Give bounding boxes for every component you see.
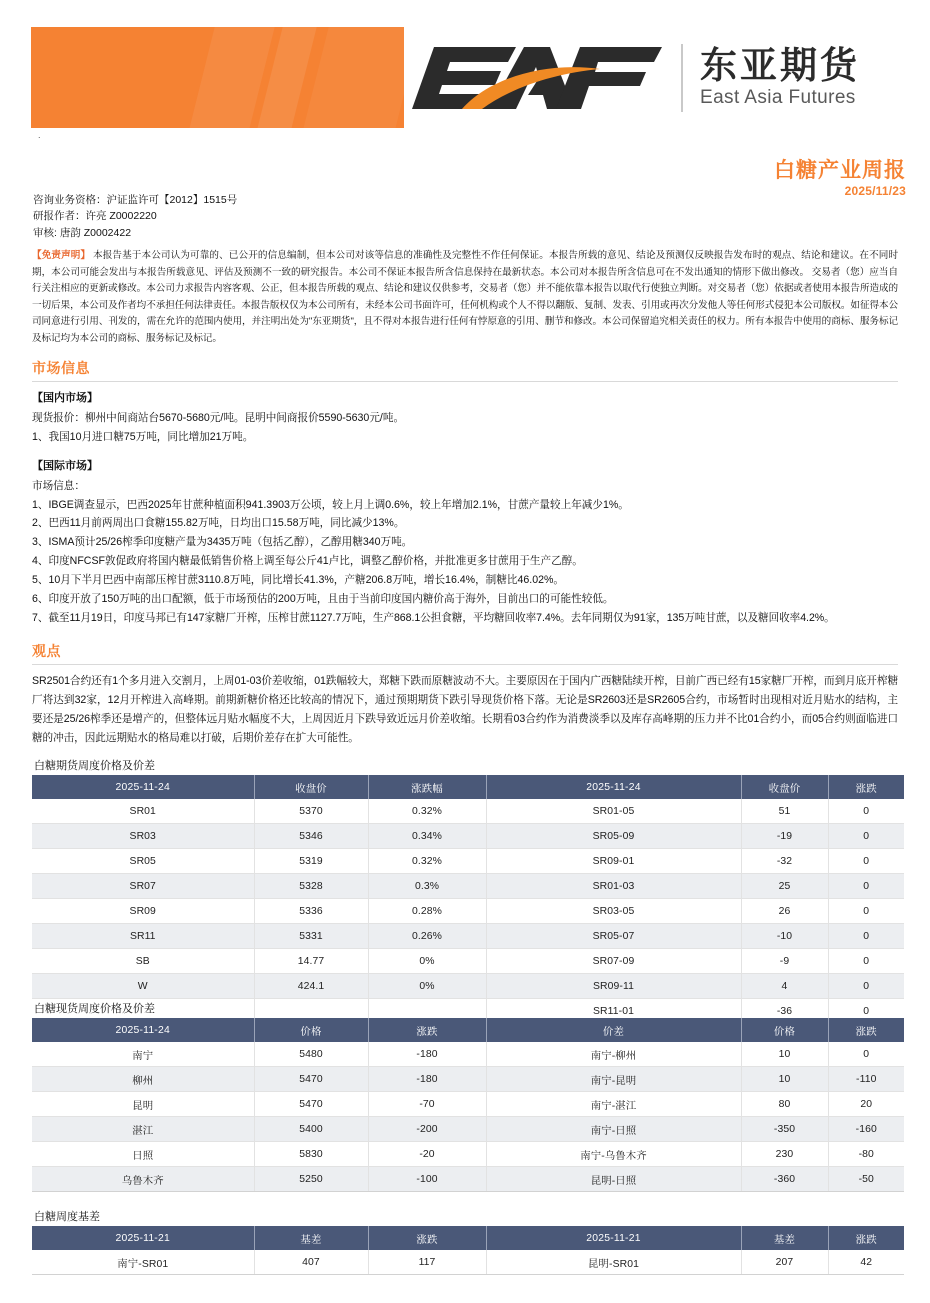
table-header-row: [32, 775, 904, 799]
spot-table-caption: 白糖现货周度价格及价差: [34, 1002, 155, 1015]
cell: SB: [32, 949, 254, 974]
cell: SR09: [32, 899, 254, 924]
cell: 10: [741, 1042, 828, 1067]
table-row: [32, 1250, 904, 1275]
cell: 乌鲁木齐: [32, 1167, 254, 1192]
cell: 25: [741, 874, 828, 899]
cell: 51: [741, 799, 828, 824]
viewpoint-text: SR2501合约还有1个多月进入交割月，上周01-03价差收缩，01跌幅较大，郑糖下跌而原糖波动不大。主要原因在于国内广西糖陆续开榨，目前广西已经有15家糖厂开榨，而到月底开榨糖厂将达到32家，12月开榨进入高峰期。前期新糖价格还比较高的情况下，通过预期期货下跌引导现货价格下落。无论是SR2603还是SR2605合约，市场暂时出现相对近月贴水的结构，主要还是25/26榨季还是增产的，但整体远月贴水幅度不大，上周因近月下跌导致近远月价差收缩。长期看03合约作为消费淡季以及库存高峰期的压力并不比01合约小，而05合约则面临进口糖的冲击，因此远期贴水的格局难以打破，后期价差存在扩大可能性。: [32, 675, 898, 744]
international-line: 2、巴西11月前两周出口食糖155.82万吨，日均出口15.58万吨，同比减少13%。: [32, 517, 405, 530]
cell: SR03: [32, 824, 254, 849]
cell: 0.32%: [368, 799, 486, 824]
table-row: [32, 799, 904, 824]
column-header: 2025-11-21: [32, 1226, 254, 1250]
table-header-row: [32, 1226, 904, 1250]
table-row: [32, 1067, 904, 1092]
cell: 0: [828, 1042, 904, 1067]
cell: -160: [828, 1117, 904, 1142]
table-row: [32, 1092, 904, 1117]
column-header: 涨跌: [828, 775, 904, 799]
disclaimer-text: 本报告基于本公司认为可靠的、已公开的信息编制，但本公司对该等信息的准确性及完整性不作任何保证。本报告所载的意见、结论及预测仅反映报告发布时的观点、结论和建议。在不同时期，本公司可能会发出与本报告所载意见、评估及预测不一致的研究报告。本公司不保证本报告所含信息保持在最新状态。本公司对本报告所含信息可在不发出通知的情形下做出修改。 交易者（您）应当自行关注相应的更新或修改。本公司力求报告内容客观、公正，但本报告所载的观点、结论和建议仅供参考，交易者（您）并不能依靠本报告以取代行使独立判断。对交易者（您）依据或者使用本报告所造成的一切后果，本公司及作者均不承担任何法律责任。本报告版权仅为本公司所有，未经本公司书面许可，任何机构或个人不得以翻版、复制、发表、引用或再次分发他人等任何形式侵犯本公司版权。如征得本公司同意进行引用、刊发的，需在允许的范围内使用，并注明出处为"东亚期货"，且不得对本报告进行任何有悖原意的引用、删节和修改。本公司保留追究相关责任的权力。所有本报告中使用的商标、服务标记及标记均为本公司的商标、服务标记及标记。: [32, 250, 899, 344]
cell: -36: [741, 999, 828, 1024]
domestic-line: 现货报价：柳州中间商站台5670-5680元/吨。昆明中间商报价5590-5630元/吨。: [32, 412, 405, 424]
cell: SR11: [32, 924, 254, 949]
cell: 230: [741, 1142, 828, 1167]
cell: 5328: [254, 874, 368, 899]
credential-license: 咨询业务资格：沪证监许可【2012】1515号: [33, 194, 238, 206]
cell: 14.77: [254, 949, 368, 974]
column-header: 2025-11-24: [486, 775, 741, 799]
cell: 南宁: [32, 1042, 254, 1067]
cell: 117: [368, 1250, 486, 1275]
table-row: [32, 824, 904, 849]
viewpoint-heading: 观点: [32, 644, 61, 660]
cell: -70: [368, 1092, 486, 1117]
cell: 5250: [254, 1167, 368, 1192]
futures-table: [32, 775, 904, 1024]
table-row: [32, 949, 904, 974]
heading-rule: [32, 381, 898, 382]
cell: 南宁-柳州: [486, 1042, 741, 1067]
table-header-row: [32, 1018, 904, 1042]
cell: 5400: [254, 1117, 368, 1142]
company-logo: [404, 27, 916, 128]
cell: -20: [368, 1142, 486, 1167]
report-title-block: [774, 158, 906, 198]
column-header: 涨跌: [828, 1018, 904, 1042]
cell: SR05: [32, 849, 254, 874]
cell: 昆明: [32, 1092, 254, 1117]
cell: SR01: [32, 799, 254, 824]
cell: 10: [741, 1067, 828, 1092]
column-header: 2025-11-24: [32, 1018, 254, 1042]
disclaimer-block: [32, 248, 898, 347]
orange-banner: [31, 27, 404, 128]
viewpoint-section: [32, 641, 898, 747]
column-header: 价差: [486, 1018, 741, 1042]
column-header: 涨跌: [368, 1018, 486, 1042]
cell: -350: [741, 1117, 828, 1142]
domestic-line: 1、我国10月进口糖75万吨，同比增加21万吨。: [32, 430, 254, 443]
cell: 5480: [254, 1042, 368, 1067]
cell: 407: [254, 1250, 368, 1275]
cell: -180: [368, 1067, 486, 1092]
cell: 0: [828, 824, 904, 849]
cell: 日照: [32, 1142, 254, 1167]
cell: SR05-09: [486, 824, 741, 849]
stray-dot: .: [38, 130, 41, 140]
cell: W: [32, 974, 254, 999]
cell: 0: [828, 799, 904, 824]
cell: 26: [741, 899, 828, 924]
spot-table: [32, 1018, 904, 1192]
cell: 5830: [254, 1142, 368, 1167]
cell: -9: [741, 949, 828, 974]
cell: SR03-05: [486, 899, 741, 924]
cell: 0: [828, 924, 904, 949]
column-header: 涨跌幅: [368, 775, 486, 799]
cell: 南宁-湛江: [486, 1092, 741, 1117]
table-row: [32, 899, 904, 924]
cell: 南宁-昆明: [486, 1067, 741, 1092]
table-row: [32, 1117, 904, 1142]
credentials-block: [33, 192, 237, 241]
column-header: 涨跌: [368, 1226, 486, 1250]
column-header: 涨跌: [828, 1226, 904, 1250]
cell: SR09-11: [486, 974, 741, 999]
cell: 42: [828, 1250, 904, 1275]
cell: 5319: [254, 849, 368, 874]
cell: 南宁-日照: [486, 1117, 741, 1142]
credential-author: 研报作者：许亮 Z0002220: [33, 210, 157, 223]
cell: 0: [828, 974, 904, 999]
cell: -80: [828, 1142, 904, 1167]
cell: 昆明-日照: [486, 1167, 741, 1192]
cell: 湛江: [32, 1117, 254, 1142]
market-info-section: [32, 358, 898, 627]
column-header: 基差: [741, 1226, 828, 1250]
cell: -32: [741, 849, 828, 874]
cell: 5470: [254, 1092, 368, 1117]
cell: SR09-01: [486, 849, 741, 874]
international-line: 6、印度开放了150万吨的出口配额，低于市场预估的200万吨，且由于当前印度国内糖价高于海外，目前出口的可能性较低。: [32, 592, 614, 605]
cell: SR01-03: [486, 874, 741, 899]
cell: 0.28%: [368, 899, 486, 924]
cell: SR01-05: [486, 799, 741, 824]
table-row: [32, 874, 904, 899]
cell: 0.3%: [368, 874, 486, 899]
cell: 5470: [254, 1067, 368, 1092]
logo-company-name-cn: 东亚期货: [700, 44, 860, 88]
cell: -110: [828, 1067, 904, 1092]
cell: 0.32%: [368, 849, 486, 874]
futures-table-caption: 白糖期货周度价格及价差: [34, 759, 155, 772]
cell: 5336: [254, 899, 368, 924]
table-row: [32, 849, 904, 874]
cell: 0.26%: [368, 924, 486, 949]
report-date: 2025/11/23: [844, 184, 906, 199]
cell: 昆明-SR01: [486, 1250, 741, 1275]
cell: 0: [828, 899, 904, 924]
column-header: 收盘价: [741, 775, 828, 799]
column-header: 收盘价: [254, 775, 368, 799]
international-intro: 市场信息：: [32, 479, 85, 492]
international-line: 3、ISMA预计25/26榨季印度糖产量为3435万吨（包括乙醇），乙醇用糖340万吨。: [32, 536, 413, 549]
futures-table-section: [32, 757, 898, 1024]
international-line: 4、印度NFCSF敦促政府将国内糖最低销售价格上调至每公斤41卢比，调整乙醇价格，并批准更多甘蔗用于生产乙醇。: [32, 555, 583, 568]
logo-divider: [681, 44, 683, 112]
cell: SR07-09: [486, 949, 741, 974]
market-info-heading: 市场信息: [32, 361, 90, 377]
basis-table-caption: 白糖周度基差: [34, 1210, 100, 1223]
cell: 4: [741, 974, 828, 999]
cell: 5331: [254, 924, 368, 949]
cell: 0: [828, 874, 904, 899]
column-header: 价格: [741, 1018, 828, 1042]
cell: 207: [741, 1250, 828, 1275]
cell: 南宁-SR01: [32, 1250, 254, 1275]
credential-reviewer: 审核: 唐韵 Z0002422: [33, 226, 132, 239]
cell: 0: [828, 949, 904, 974]
international-line: 5、10月下半月巴西中南部压榨甘蔗3110.8万吨，同比增长41.3%，产糖206.8万吨，增长16.4%，制糖比46.02%。: [32, 573, 564, 586]
cell: SR07: [32, 874, 254, 899]
heading-rule: [32, 664, 898, 665]
international-line: 1、IBGE调查显示，巴西2025年甘蔗种植面积941.3903万公顷，较上月上调0.6%，较上年增加2.1%，甘蔗产量较上年减少1%。: [32, 498, 629, 511]
table-row: [32, 1042, 904, 1067]
cell: -200: [368, 1117, 486, 1142]
column-header: 基差: [254, 1226, 368, 1250]
spot-table-section: [32, 1000, 898, 1192]
cell: 南宁-乌鲁木齐: [486, 1142, 741, 1167]
international-market-heading: 【国际市场】: [32, 458, 98, 472]
cell: SR05-07: [486, 924, 741, 949]
basis-table: [32, 1226, 904, 1275]
cell: -10: [741, 924, 828, 949]
cell: SR11-01: [486, 999, 741, 1024]
international-line: 7、截至11月19日，印度马邦已有147家糖厂开榨，压榨甘蔗1127.7万吨，生产868.1公担食糖，平均糖回收率7.4%。去年同期仅为91家，135万吨甘蔗，以及糖回收率4.2%。: [32, 611, 835, 624]
column-header: 2025-11-24: [32, 775, 254, 799]
cell: 0.34%: [368, 824, 486, 849]
page-header: [0, 0, 930, 140]
table-row: [32, 924, 904, 949]
basis-table-section: [32, 1208, 898, 1275]
cell: 80: [741, 1092, 828, 1117]
cell: 5370: [254, 799, 368, 824]
cell: 5346: [254, 824, 368, 849]
cell: -360: [741, 1167, 828, 1192]
table-row: [32, 974, 904, 999]
cell: 20: [828, 1092, 904, 1117]
domestic-market-heading: 【国内市场】: [32, 391, 98, 404]
disclaimer-tag: 【免责声明】: [32, 250, 91, 261]
column-header: 价格: [254, 1018, 368, 1042]
cell: 0: [828, 999, 904, 1024]
cell: 424.1: [254, 974, 368, 999]
page-title: 白糖产业周报: [774, 158, 906, 182]
cell: -180: [368, 1042, 486, 1067]
cell: 0%: [368, 974, 486, 999]
logo-company-name-en: East Asia Futures: [700, 86, 856, 108]
table-row: [32, 1142, 904, 1167]
eaf-logo-icon: [404, 39, 669, 117]
cell: -100: [368, 1167, 486, 1192]
column-header: 2025-11-21: [486, 1226, 741, 1250]
table-row: [32, 1167, 904, 1192]
cell: 0: [828, 849, 904, 874]
cell: -50: [828, 1167, 904, 1192]
cell: 0%: [368, 949, 486, 974]
cell: 柳州: [32, 1067, 254, 1092]
cell: -19: [741, 824, 828, 849]
